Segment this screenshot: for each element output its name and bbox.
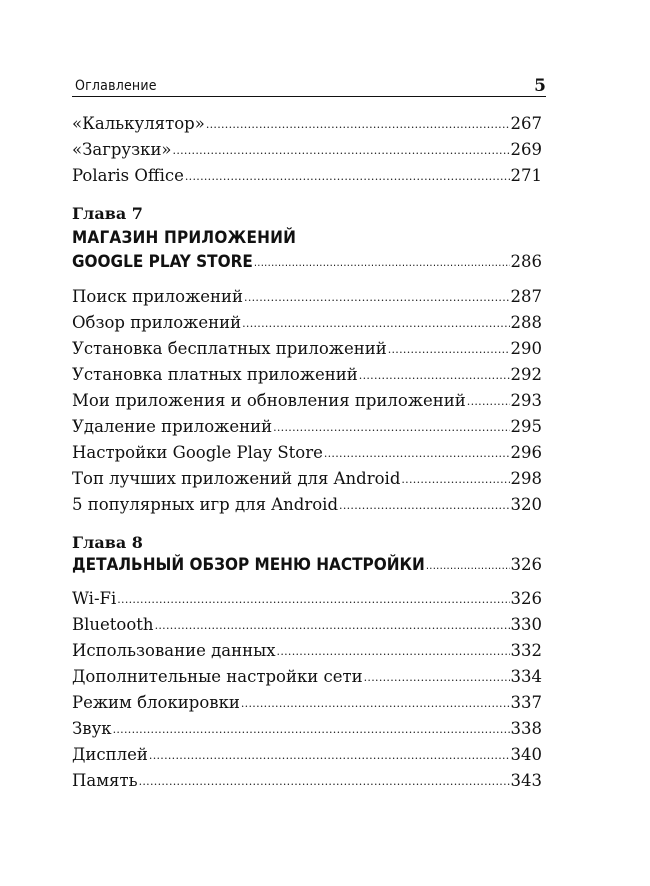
toc-entry-title: Топ лучших приложений для Android xyxy=(72,469,401,488)
toc-entry-page: 290 xyxy=(510,339,542,358)
toc-entry-title: «Загрузки» xyxy=(72,140,172,159)
toc-entry-page: 271 xyxy=(510,166,542,185)
toc-entry-title: Мои приложения и обновления приложений xyxy=(72,391,466,410)
toc-page xyxy=(72,0,546,886)
toc-entry[interactable] xyxy=(72,583,542,609)
toc-entry[interactable] xyxy=(72,739,542,765)
dot-leader xyxy=(117,595,509,605)
dot-leader xyxy=(388,345,510,355)
toc-entry-title: Звук xyxy=(72,719,112,738)
toc-entry-title: Дополнительные настройки сети xyxy=(72,667,363,686)
toc-entry-title: Настройки Google Play Store xyxy=(72,443,323,462)
toc-entry-title: Обзор приложений xyxy=(72,313,242,332)
chapter-title: ДЕТАЛЬНЫЙ ОБЗОР МЕНЮ НАСТРОЙКИ xyxy=(72,555,425,575)
toc-entry-page: 340 xyxy=(510,745,542,764)
chapter-label: Глава 8 xyxy=(72,533,143,552)
dot-leader xyxy=(244,293,509,303)
toc-entry[interactable] xyxy=(72,489,542,515)
toc-entry-page: 267 xyxy=(510,114,542,133)
toc-entry-page: 326 xyxy=(510,555,542,574)
chapter-title: МАГАЗИН ПРИЛОЖЕНИЙ xyxy=(72,228,297,248)
toc-entry[interactable] xyxy=(72,463,542,489)
toc-entry-page: 320 xyxy=(510,495,542,514)
toc-entry-title: Поиск приложений xyxy=(72,287,244,306)
toc-entry-page: 337 xyxy=(510,693,542,712)
toc-entry-title: Использование данных xyxy=(72,641,276,660)
toc-entry-page: 334 xyxy=(510,667,542,686)
toc-entry-page: 287 xyxy=(510,287,542,306)
toc-entry[interactable] xyxy=(72,359,542,385)
chapter-heading-entry[interactable] xyxy=(72,549,542,575)
toc-entry-title: 5 популярных игр для Android xyxy=(72,495,339,514)
toc-entry[interactable] xyxy=(72,437,542,463)
toc-entry[interactable] xyxy=(72,160,542,186)
dot-leader xyxy=(339,501,509,511)
dot-leader xyxy=(467,397,510,407)
dot-leader xyxy=(185,172,510,182)
dot-leader xyxy=(155,621,510,631)
chapter-heading-entry[interactable] xyxy=(72,246,542,272)
chapter-title: GOOGLE PLAY STORE xyxy=(72,252,253,272)
toc-entry[interactable] xyxy=(72,333,542,359)
toc-entry[interactable] xyxy=(72,134,542,160)
dot-leader xyxy=(113,725,510,735)
toc-entry[interactable] xyxy=(72,281,542,307)
toc-entry-page: 330 xyxy=(510,615,542,634)
dot-leader xyxy=(173,146,510,156)
toc-entry-title: Wi-Fi xyxy=(72,589,117,608)
toc-entry-page: 286 xyxy=(510,252,542,271)
dot-leader xyxy=(277,647,510,657)
toc-entry[interactable] xyxy=(72,385,542,411)
running-title: Оглавление xyxy=(75,78,157,94)
toc-entry-page: 295 xyxy=(510,417,542,436)
toc-entry[interactable] xyxy=(72,307,542,333)
dot-leader xyxy=(273,423,509,433)
toc-entry-page: 269 xyxy=(510,140,542,159)
toc-entry[interactable] xyxy=(72,713,542,739)
dot-leader xyxy=(359,371,510,381)
dot-leader xyxy=(426,561,510,571)
toc-entry-page: 298 xyxy=(510,469,542,488)
dot-leader xyxy=(241,699,510,709)
dot-leader xyxy=(254,258,510,268)
toc-entry[interactable] xyxy=(72,108,542,134)
toc-entry-page: 332 xyxy=(510,641,542,660)
chapter-label: Глава 7 xyxy=(72,204,143,223)
toc-entry-title: Установка платных приложений xyxy=(72,365,358,384)
toc-entry[interactable] xyxy=(72,609,542,635)
dot-leader xyxy=(242,319,509,329)
toc-entry-title: Удаление приложений xyxy=(72,417,273,436)
dot-leader xyxy=(149,751,510,761)
dot-leader xyxy=(139,777,510,787)
toc-entry-title: Установка бесплатных приложений xyxy=(72,339,387,358)
toc-entry-title: Bluetooth xyxy=(72,615,154,634)
dot-leader xyxy=(324,449,510,459)
toc-entry-title: «Калькулятор» xyxy=(72,114,205,133)
toc-entry[interactable] xyxy=(72,687,542,713)
toc-entry[interactable] xyxy=(72,765,542,791)
toc-entry-page: 288 xyxy=(510,313,542,332)
toc-entry[interactable] xyxy=(72,411,542,437)
dot-leader xyxy=(364,673,510,683)
toc-entry[interactable] xyxy=(72,635,542,661)
dot-leader xyxy=(401,475,509,485)
toc-entry-title: Режим блокировки xyxy=(72,693,240,712)
toc-entry-page: 326 xyxy=(510,589,542,608)
dot-leader xyxy=(206,120,510,130)
toc-entry-page: 343 xyxy=(510,771,542,790)
toc-entry-title: Память xyxy=(72,771,138,790)
toc-entry-title: Polaris Office xyxy=(72,166,184,185)
toc-entry-page: 338 xyxy=(510,719,542,738)
page-number: 5 xyxy=(534,76,546,96)
toc-entry[interactable] xyxy=(72,661,542,687)
toc-entry-title: Дисплей xyxy=(72,745,148,764)
toc-entry-page: 296 xyxy=(510,443,542,462)
toc-entry-page: 292 xyxy=(510,365,542,384)
toc-entry-page: 293 xyxy=(510,391,542,410)
running-header xyxy=(72,74,546,97)
